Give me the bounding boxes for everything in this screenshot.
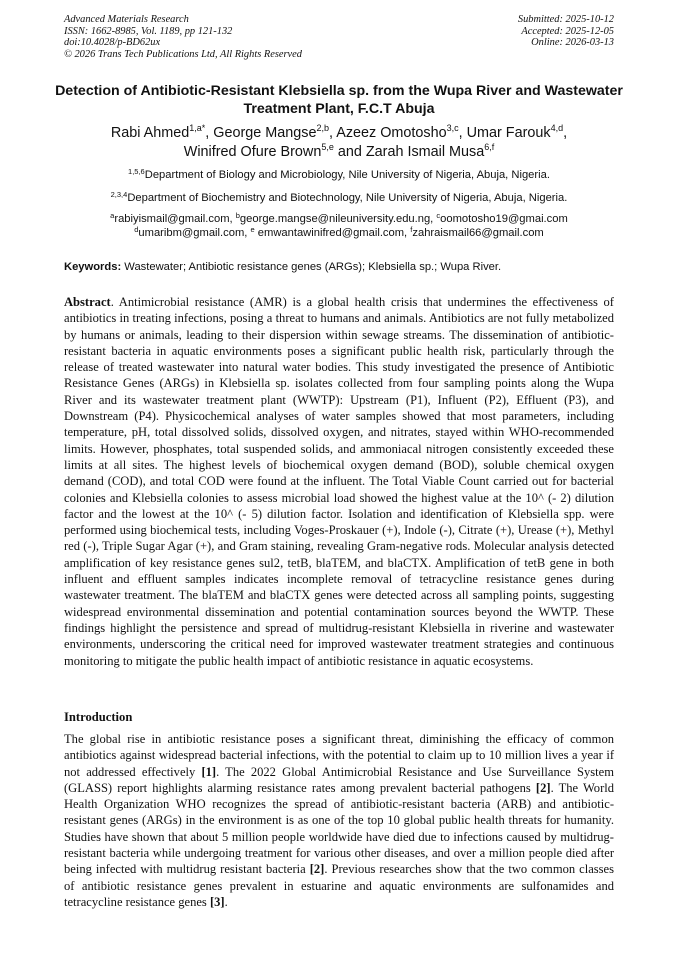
email-line-1 <box>40 212 638 226</box>
email-list <box>40 212 638 240</box>
email-sup: f <box>410 225 413 234</box>
introduction-heading: Introduction <box>64 710 133 724</box>
introduction-text <box>64 731 614 910</box>
issn-volume: ISSN: 1662-8985, Vol. 1189, pp 121-132 <box>64 25 233 37</box>
email-link[interactable]: umaribm@gmail.com, <box>138 227 251 239</box>
doi[interactable]: doi:10.4028/p-BD62ux <box>64 37 161 49</box>
keywords <box>64 260 624 274</box>
author-sup: 6,f <box>484 142 495 152</box>
keywords-text: Wastewater; Antibiotic resistance genes (ARGs); Klebsiella sp.; Wupa River. <box>121 261 502 273</box>
affiliation-text: Department of Biochemistry and Biotechnology, Nile University of Nigeria, Abuja, Nigeria. <box>127 192 568 204</box>
email-link[interactable]: zahraismail66@gmail.com <box>412 227 544 239</box>
email-link[interactable]: oomotosho19@gmai.com <box>440 213 568 225</box>
submitted-date: Submitted: 2025-10-12 <box>517 14 614 25</box>
intro-text-part: . Previous researches show that the two common classes of antibiotic resistance genes prevalent in estuarine and aquatic environments are sulfonamides and tetracycline resistance genes <box>64 862 614 909</box>
keywords-label: Keywords: <box>64 261 122 273</box>
citation-ref[interactable]: [1] <box>201 764 217 779</box>
email-sup: b <box>235 211 240 220</box>
author-sep: , <box>329 125 337 141</box>
citation-ref[interactable]: [2] <box>309 862 325 877</box>
online-date: Online: 2026-03-13 <box>531 37 614 49</box>
affiliation-2 <box>40 191 638 205</box>
author-sep: , <box>205 125 214 141</box>
email-line-2 <box>40 226 638 240</box>
author-list <box>40 124 638 162</box>
paper-title: Detection of Antibiotic-Resistant Klebsiella sp. from the Wupa River and Wastewater Treatment Plant, F.C.T Abuja <box>55 83 623 117</box>
email-link[interactable]: george.mangse@nileuniversity.edu.ng, <box>239 213 437 225</box>
citation-ref[interactable]: [3] <box>209 894 225 909</box>
email-sup: c <box>436 211 441 220</box>
author-sup: 2,b <box>316 123 330 133</box>
intro-text-part: . <box>224 894 228 909</box>
affiliation-text: Department of Biology and Microbiology, Nile University of Nigeria, Abuja, Nigeria. <box>144 169 550 181</box>
author-sep: and <box>333 144 366 160</box>
author-sup: 5,e <box>321 142 334 152</box>
author-name: Zarah Ismail Musa <box>365 144 485 160</box>
email-sup: d <box>134 225 139 234</box>
email-sup: e <box>250 225 255 234</box>
email-link[interactable]: emwantawinifred@gmail.com, <box>254 227 411 239</box>
journal-name: Advanced Materials Research <box>64 14 189 25</box>
author-name: Rabi Ahmed <box>110 125 190 141</box>
intro-text-part: . The 2022 Global Antimicrobial Resistance and Use Surveillance System (GLASS) report highlights alarming resistance rates among prevalent bacterial pathogens <box>64 764 614 795</box>
email-link[interactable]: rabiyismail@gmail.com, <box>114 213 236 225</box>
author-name: George Mangse <box>213 125 317 141</box>
abstract-text: . Antimicrobial resistance (AMR) is a global health crisis that undermines the effectiveness of antibiotics in treating infections, posing a threat to humans and animals. Antibiotics are not fully metabolized by humans or animals, leading to their dispersion within sewage streams. The dissemination of antibiotic-resistant bacteria in aquatic environments poses a significant public health risk, particularly through the release of treated wastewater into natural water bodies. This study investigated the presence of Antibiotic Resistance Genes (ARGs) in Klebsiella sp. isolates collected from four sampling points along the Wupa River and its wastewater treatment plant (WWTP): Upstream (P1), Influent (P2), Effluent (P3), and Downstream (P4). Physicochemical analyses of water samples showed that most parameters, including temperature, pH, total dissolved solids, dissolved oxygen, and nitrates, stayed within WHO-recommended limits. However, phosphates, total suspended solids, and ammoniacal nitrogen consistently exceeded these limits at all sites. The highest levels of biochemical oxygen demand (BOD), soluble chemical oxygen demand (COD), and total COD were found at the influent. The Total Viable Count carried out for bacterial colonies and Klebsiella colonies to assess microbial load showed the highest value at the 10^ (- 2) dilution factor and the lowest at the 10^ (- 5) dilution factor. Isolation and identification of Klebsiella spp. were performed using biochemical tests, including Voges-Proskauer (+), Indole (-), Citrate (+), Urease (+), Methyl red (-), Triple Sugar Agar (+), and Gram staining, revealing Gram-negative rods. Molecular analysis detected amplification of key resistance genes sul2, tetB, blaTEM, and blaCTX. Amplification of tetB gene in both influent and effluent samples indicates incomplete removal of tetracycline resistance genes during wastewater treatment. The blaTEM and blaCTX genes were detected across all sampling points, suggesting widespread environmental dissemination and potential contamination sources beyond the WWTP. These findings highlight the persistence and spread of multidrug-resistant Klebsiella in riverine and wastewater environments, underscoring the critical need for improved wastewater treatment strategies and continuous monitoring to mitigate the public health impact of antibiotic resistance in aquatic ecosystems. <box>64 295 614 668</box>
author-name: Umar Farouk <box>466 125 551 141</box>
abstract-label: Abstract <box>64 295 111 309</box>
author-sup: 1,a* <box>189 123 206 133</box>
affiliation-sup: 1,5,6 <box>128 167 145 176</box>
author-sup: 4,d <box>550 123 564 133</box>
affiliation-sup: 2,3,4 <box>110 190 128 199</box>
citation-ref[interactable]: [2] <box>535 780 551 795</box>
accepted-date: Accepted: 2025-12-05 <box>521 25 614 37</box>
journal-header <box>64 14 302 60</box>
copyright: © 2026 Trans Tech Publications Ltd, All Rights Reserved <box>64 48 302 60</box>
author-name: Winifred Ofure Brown <box>183 144 322 160</box>
author-sep: , <box>458 125 467 141</box>
affiliation-1 <box>40 168 638 182</box>
dates-header <box>518 14 614 49</box>
author-name: Azeez Omotosho <box>336 125 447 141</box>
intro-text-part: . The World Health Organization WHO recognizes the spread of antibiotic-resistant bacteria (ARB) and antibiotic-resistant genes (ARGs) in the environment is as one of the top 10 global public health threats for humanity. Studies have shown that about 5 million people worldwide have died due to infections caused by multidrug-resistant bacteria while undergoing treatment for various other diseases, and over a million people died after being infected with multidrug resistant bacteria <box>64 780 615 877</box>
abstract <box>64 294 614 669</box>
email-sup: a <box>110 211 115 220</box>
author-sup: 3,c <box>446 123 459 133</box>
author-sep: , <box>563 125 568 141</box>
intro-text-part: The global rise in antibiotic resistance poses a significant threat, diminishing the efficacy of common antibiotics against widespread bacterial infections, with the potential to claim up to 10 million lives a year if not addressed effectively <box>64 732 614 779</box>
